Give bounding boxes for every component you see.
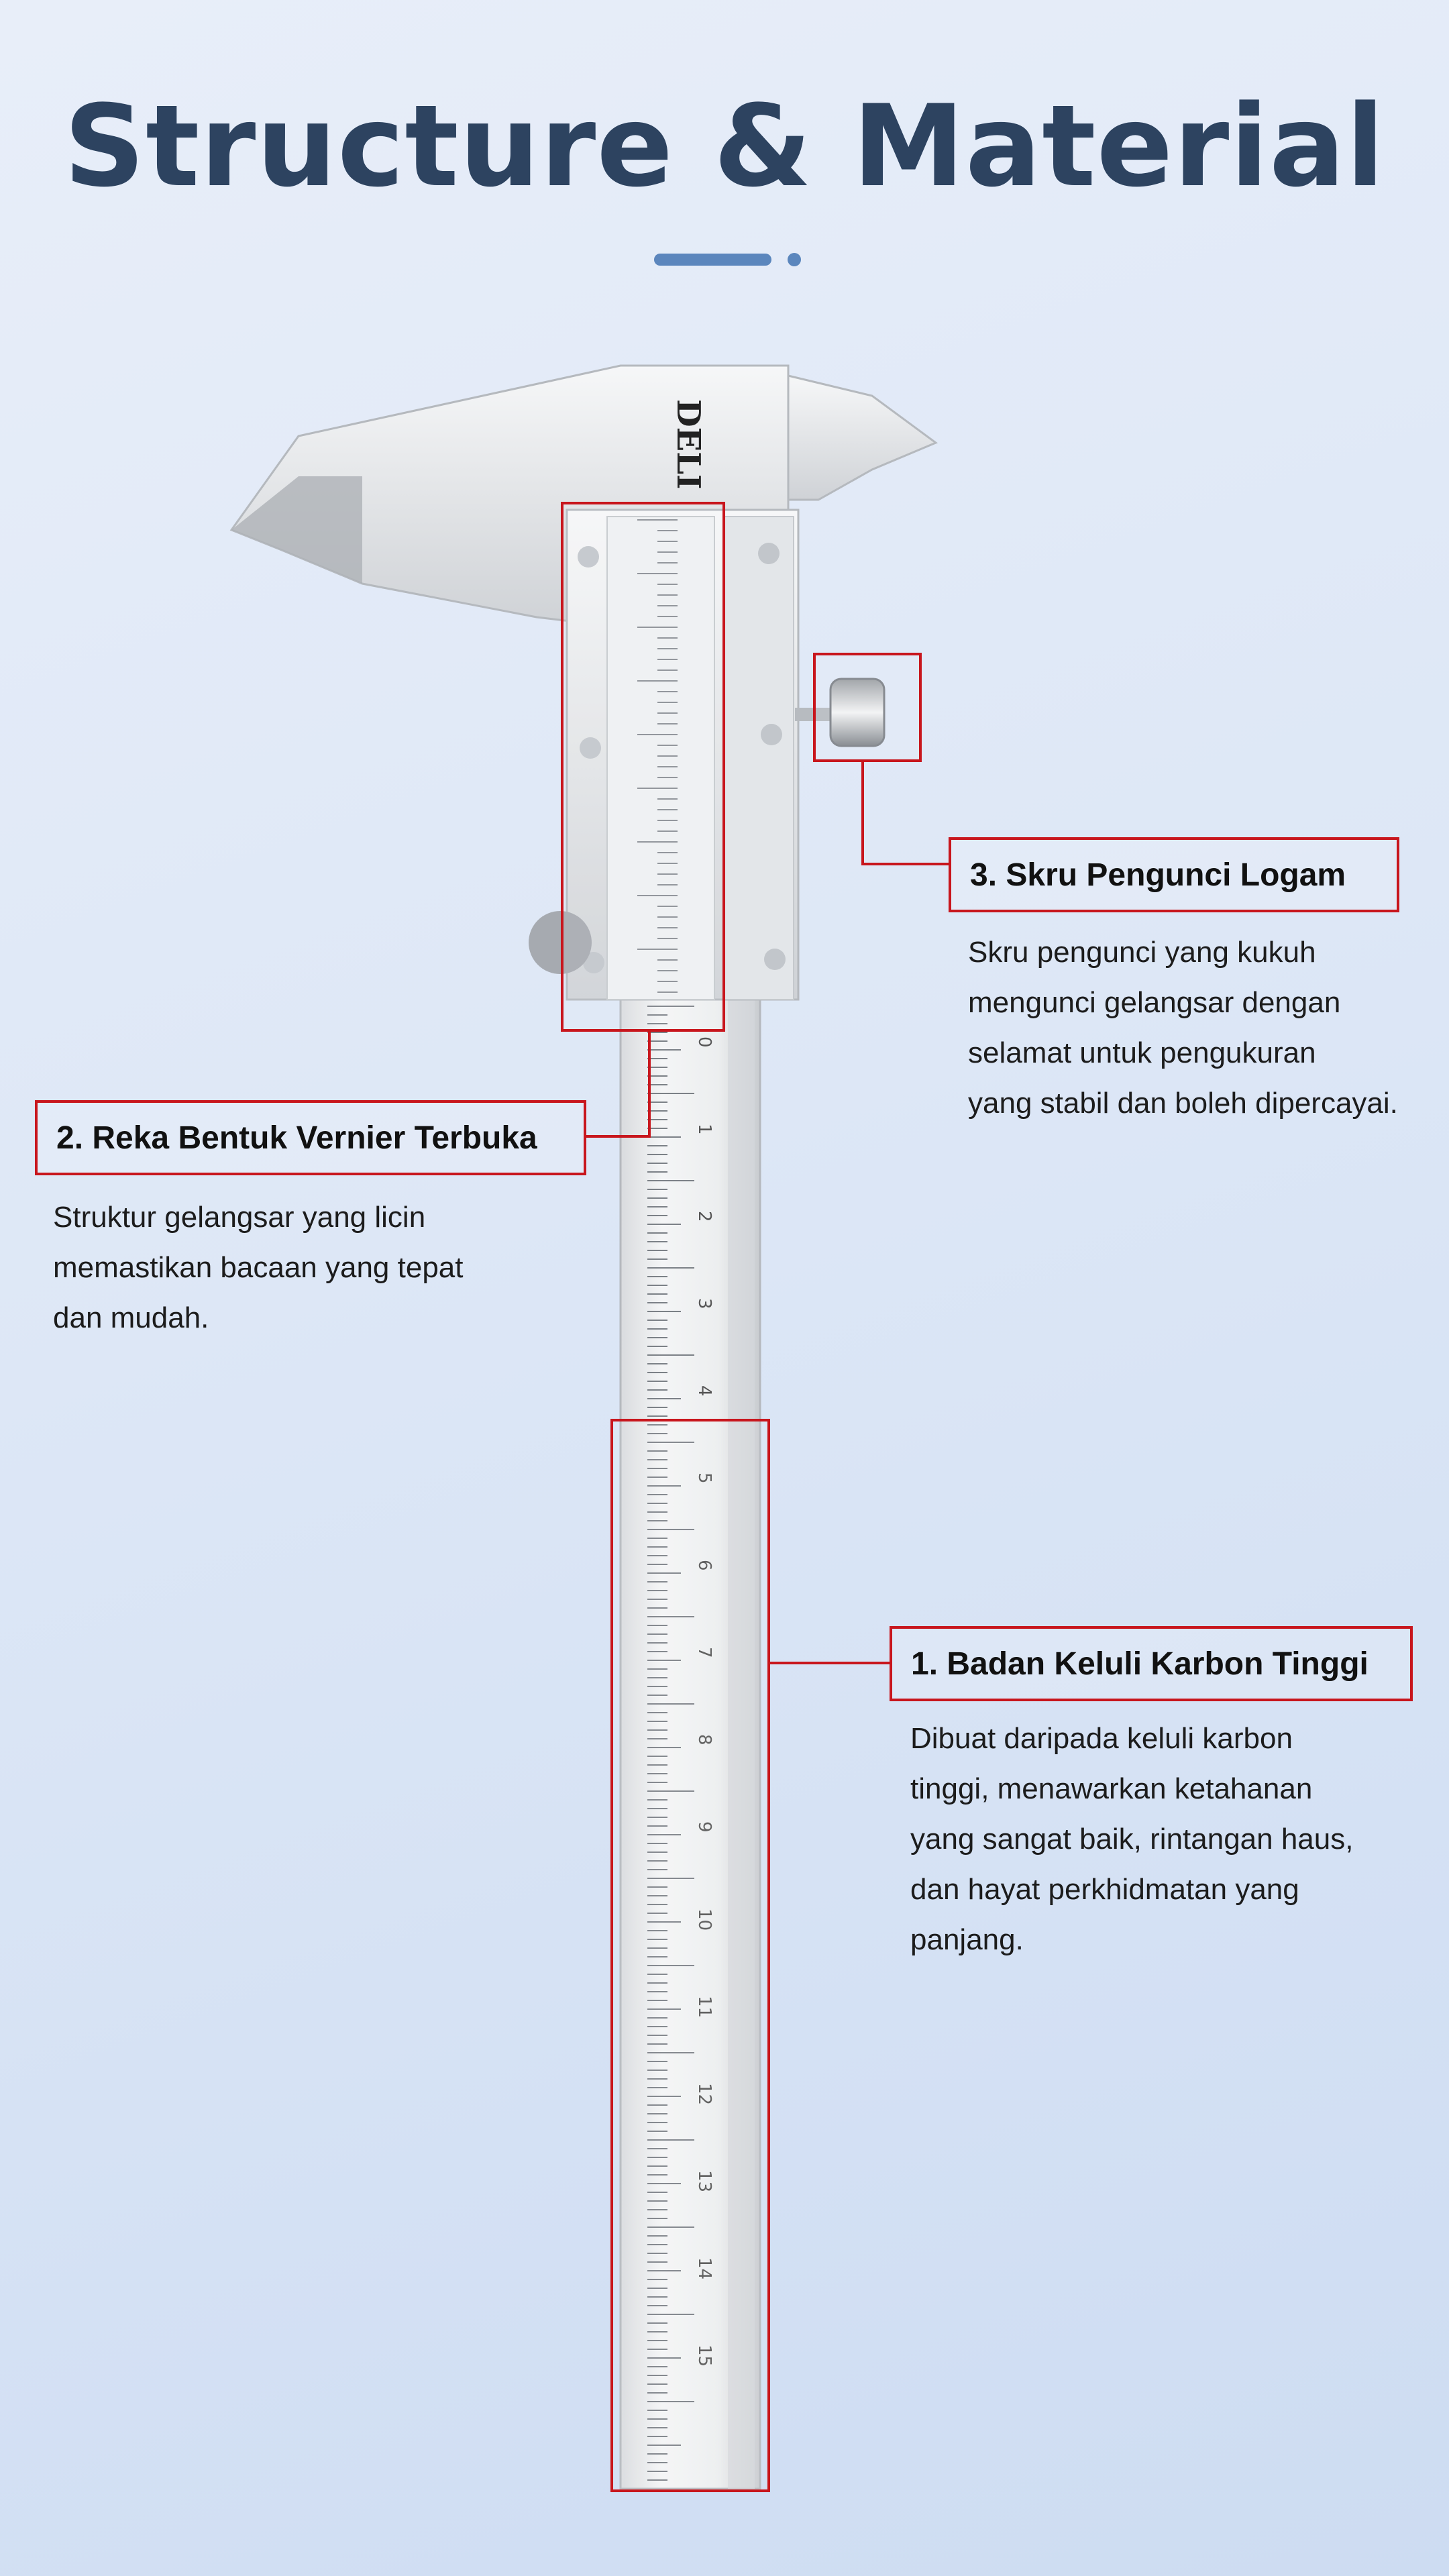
main-scale-number: 14 xyxy=(694,2257,714,2280)
main-scale-number: 1 xyxy=(694,1124,714,1135)
main-scale-number: 10 xyxy=(694,1909,714,1931)
lock-screw-highlight-box xyxy=(813,653,922,762)
connector-screw-v xyxy=(861,762,864,865)
beam-highlight-box xyxy=(610,1419,770,2492)
main-scale-number: 5 xyxy=(694,1472,714,1484)
main-scale-number: 15 xyxy=(694,2345,714,2367)
feature-label-vernier: 2. Reka Bentuk Vernier Terbuka xyxy=(35,1100,586,1175)
main-scale-number: 6 xyxy=(694,1560,714,1571)
main-scale-number: 8 xyxy=(694,1734,714,1746)
brand-logo: DELI xyxy=(669,399,707,490)
connector-screw-h xyxy=(861,863,950,865)
feature-desc-body: Dibuat daripada keluli karbon tinggi, menawarkan ketahanan yang sangat baik, rintangan haus, dan hayat perkhidmatan yang panjang. xyxy=(910,1722,1354,1956)
feature-label-body: 1. Badan Keluli Karbon Tinggi xyxy=(890,1626,1413,1701)
main-scale-number: 13 xyxy=(694,2170,714,2193)
main-scale-number: 7 xyxy=(694,1647,714,1658)
upper-jaw xyxy=(788,376,936,500)
main-scale-number: 12 xyxy=(694,2083,714,2106)
main-scale-number: 3 xyxy=(694,1298,714,1309)
feature-label-lock-screw: 3. Skru Pengunci Logam xyxy=(949,837,1399,912)
main-scale-number: 9 xyxy=(694,1821,714,1833)
feature-desc-lock-screw: Skru pengunci yang kukuh mengunci gelangsar dengan selamat untuk pengukuran yang stabil dan boleh dipercayai. xyxy=(968,936,1398,1120)
connector-beam-h xyxy=(770,1662,890,1664)
main-scale-number: 4 xyxy=(694,1385,714,1397)
main-scale-number: 11 xyxy=(694,1996,714,2019)
connector-vernier-h xyxy=(585,1135,651,1138)
main-scale-number: 0 xyxy=(694,1036,714,1048)
feature-desc-vernier: Struktur gelangsar yang licin memastikan bacaan yang tepat dan mudah. xyxy=(53,1201,464,1334)
page-title: Structure & Material xyxy=(64,80,1385,212)
connector-vernier-v xyxy=(648,1032,651,1138)
vernier-highlight-box xyxy=(561,502,725,1032)
main-scale-number: 2 xyxy=(694,1211,714,1222)
